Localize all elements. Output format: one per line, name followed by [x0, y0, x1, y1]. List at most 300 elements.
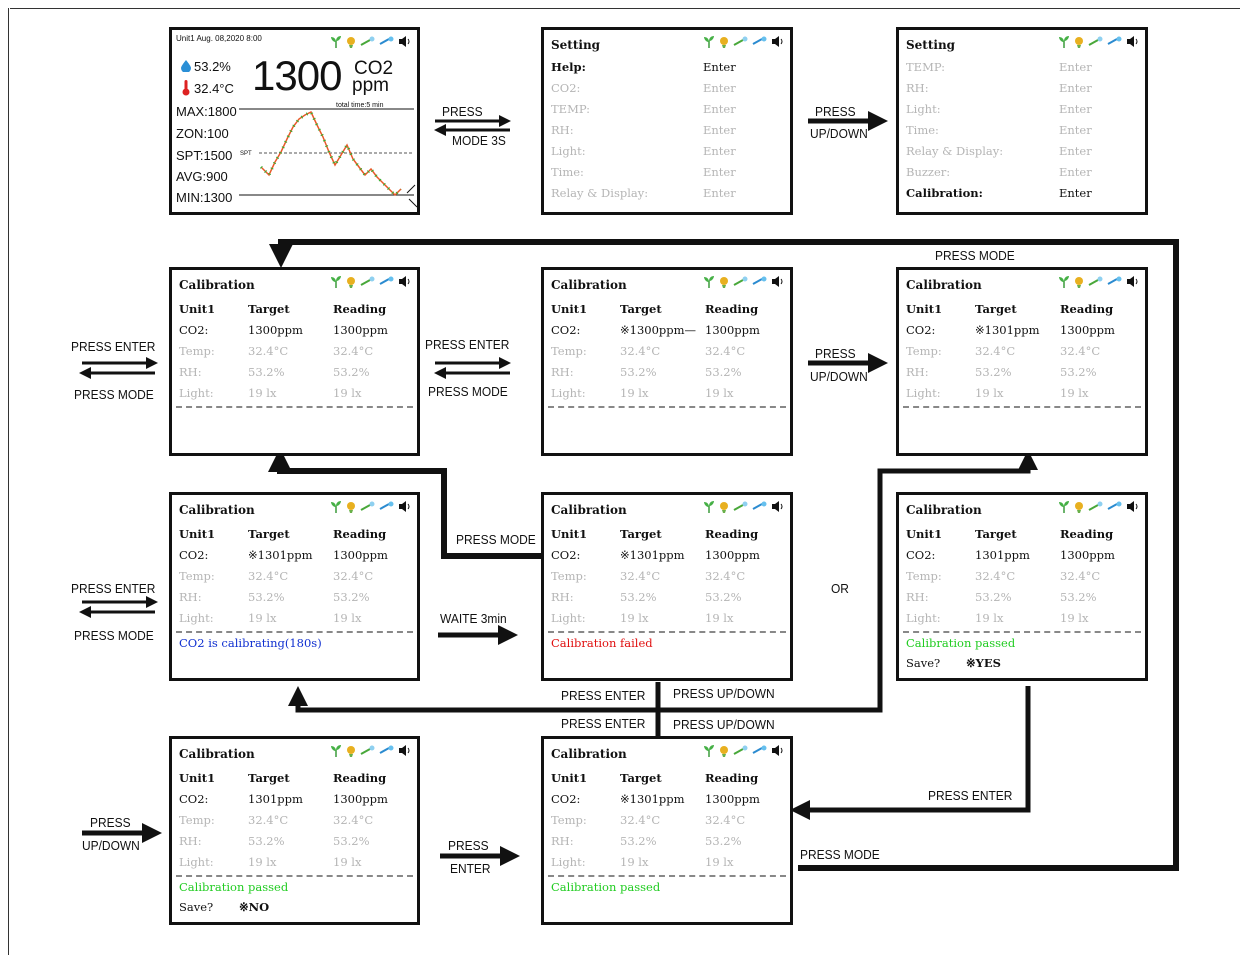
calibration-row-reading: 53.2% — [705, 365, 742, 379]
calibration-status: Calibration passed — [906, 636, 1016, 650]
calibration-title: Calibration — [906, 503, 982, 517]
calibration-row-label: Light: — [179, 855, 214, 869]
calibration-screen-3 — [896, 267, 1148, 456]
setting-row-enter: Enter — [703, 165, 736, 179]
calibration-row-reading: 32.4°C — [333, 813, 374, 827]
calibration-row — [172, 588, 417, 609]
calibration-row — [544, 609, 790, 630]
rh-sensor-icon — [752, 275, 768, 288]
calibration-row — [544, 567, 790, 588]
setting-row — [551, 100, 782, 121]
setting-row — [906, 121, 1137, 142]
divider — [176, 406, 413, 408]
calibration-row-target: 32.4°C — [620, 569, 661, 583]
setting-row-enter: Enter — [1059, 123, 1092, 137]
light-icon — [718, 500, 730, 513]
calibration-row — [172, 769, 417, 790]
label-updown-bottom: UP/DOWN — [82, 838, 140, 853]
home-temperature: 32.4°C — [194, 81, 234, 96]
setting-row — [551, 58, 782, 79]
setting2-title: Setting — [906, 38, 956, 52]
plant-icon — [703, 35, 715, 48]
plant-icon — [703, 500, 715, 513]
calibration-row-target: ※1301ppm — [248, 548, 313, 562]
setting-row-label: RH: — [551, 123, 574, 137]
calibration-row — [544, 384, 790, 405]
calibration-row-label: Unit1 — [551, 302, 588, 316]
calibration-row-label: CO2: — [551, 792, 581, 806]
setting-row-label: TEMP: — [551, 102, 591, 116]
calibration-row-reading: 1300ppm — [333, 792, 388, 806]
home-trend-chart — [169, 27, 420, 215]
setting-row — [906, 100, 1137, 121]
calibration-row-label: CO2: — [179, 792, 209, 806]
speaker-icon — [398, 275, 411, 288]
calibration-row — [172, 832, 417, 853]
label-press-r2: PRESS — [815, 346, 856, 361]
speaker-icon — [771, 744, 784, 757]
speaker-icon — [1126, 35, 1139, 48]
setting-row-label: RH: — [906, 81, 929, 95]
setting-row-label: Help: — [551, 60, 586, 74]
plant-icon — [330, 744, 342, 757]
calibration-row-label: RH: — [179, 365, 202, 379]
status-icons — [703, 35, 784, 48]
calibration-row-label: RH: — [179, 834, 202, 848]
label-press-mode-mid-r2: PRESS MODE — [428, 384, 508, 399]
calibration-row-target: 19 lx — [975, 386, 1004, 400]
calibration-row — [544, 790, 790, 811]
co2-sensor-icon — [1088, 275, 1104, 288]
divider — [176, 631, 413, 633]
home-min: MIN:1300 — [176, 190, 233, 205]
calibration-row-label: Temp: — [179, 813, 215, 827]
calibration-row-label: RH: — [551, 590, 574, 604]
speaker-icon — [398, 500, 411, 513]
calibration-row-reading: 1300ppm — [705, 548, 760, 562]
calibration-row-target: 19 lx — [248, 855, 277, 869]
calibration-row-label: Unit1 — [179, 771, 216, 785]
calibration-row-reading: 1300ppm — [333, 323, 388, 337]
calibration-screen-1 — [169, 267, 420, 456]
setting-row-enter: Enter — [703, 144, 736, 158]
rh-sensor-icon — [752, 500, 768, 513]
calibration-row — [544, 321, 790, 342]
co2-sensor-icon — [733, 500, 749, 513]
label-press-enter-left-r2: PRESS ENTER — [71, 339, 156, 354]
co2-sensor-icon — [360, 275, 376, 288]
home-max: MAX:1800 — [176, 104, 237, 119]
status-icons — [703, 500, 784, 513]
label-or: OR — [831, 581, 849, 596]
calibration-row — [544, 342, 790, 363]
save-label: Save? — [179, 900, 214, 914]
save-option[interactable]: ※YES — [966, 656, 1001, 670]
calibration-row-label: Light: — [906, 611, 941, 625]
home-total-time: total time:5 min — [336, 102, 384, 109]
setting-screen-2 — [896, 27, 1148, 215]
status-icons — [1058, 35, 1139, 48]
calibration-row-label: Light: — [179, 611, 214, 625]
label-press-enter-mid-r2: PRESS ENTER — [425, 337, 510, 352]
co2-sensor-icon — [360, 744, 376, 757]
setting-row-label: Time: — [906, 123, 939, 137]
status-icons — [1058, 500, 1139, 513]
calibration-row-reading: 53.2% — [333, 365, 370, 379]
calibration-row-reading: Reading — [333, 771, 387, 785]
status-icons — [703, 744, 784, 757]
calibration-row-target: 19 lx — [620, 611, 649, 625]
calibration-row-reading: Reading — [705, 302, 759, 316]
calibration-row — [172, 384, 417, 405]
calibration-row-target: 19 lx — [248, 611, 277, 625]
calibration-row-target: 32.4°C — [248, 344, 289, 358]
calibration-title: Calibration — [179, 503, 255, 517]
calibration-row — [172, 363, 417, 384]
calibration-row — [544, 769, 790, 790]
setting-row-label: Light: — [551, 144, 586, 158]
calibration-row-label: Temp: — [551, 569, 587, 583]
label-press-updown-b: PRESS UP/DOWN — [673, 717, 775, 732]
plant-icon — [330, 275, 342, 288]
label-press-enter-left-r3: PRESS ENTER — [71, 581, 156, 596]
calibration-row-reading: 32.4°C — [705, 813, 746, 827]
home-screen — [169, 27, 420, 215]
co2-sensor-icon — [733, 744, 749, 757]
label-press-mode-top: PRESS MODE — [935, 248, 1015, 263]
calibration-row — [544, 546, 790, 567]
calibration-row-label: Light: — [551, 386, 586, 400]
home-avg: AVG:900 — [176, 169, 228, 184]
calibration-row-reading: 1300ppm — [1060, 548, 1115, 562]
save-prompt — [179, 900, 270, 914]
calibration-row — [544, 832, 790, 853]
plant-icon — [1058, 275, 1070, 288]
calibration-row-reading: Reading — [1060, 302, 1114, 316]
calibration-row-reading: 1300ppm — [1060, 323, 1115, 337]
status-icons — [330, 275, 411, 288]
rh-sensor-icon — [379, 744, 395, 757]
plant-icon — [703, 744, 715, 757]
light-icon — [1073, 275, 1085, 288]
calibration-row-label: Light: — [551, 855, 586, 869]
speaker-icon — [398, 744, 411, 757]
divider — [548, 631, 786, 633]
label-wait: WAITE 3min — [440, 611, 507, 626]
label-updown-r2: UP/DOWN — [810, 369, 868, 384]
co2-sensor-icon — [733, 35, 749, 48]
label-press-enter-b: PRESS ENTER — [561, 716, 646, 731]
calibration-row-target: 32.4°C — [248, 569, 289, 583]
speaker-icon — [1126, 275, 1139, 288]
calibration-row-reading: 32.4°C — [1060, 569, 1101, 583]
calibration-row-target: ※1301ppm — [975, 323, 1040, 337]
calibration-row — [544, 853, 790, 874]
label-press-bottom: PRESS — [90, 815, 131, 830]
calibration-row-target: 19 lx — [975, 611, 1004, 625]
calibration-row-reading: 19 lx — [705, 855, 734, 869]
calibration-row — [172, 811, 417, 832]
calibration-row-reading: 53.2% — [1060, 590, 1097, 604]
calibration-row-reading: 32.4°C — [1060, 344, 1101, 358]
calibration-row-reading: 32.4°C — [705, 344, 746, 358]
calibration-row — [899, 567, 1145, 588]
calibration-row-target: Target — [248, 302, 290, 316]
calibration-title: Calibration — [551, 747, 627, 761]
calibration-row-label: CO2: — [906, 548, 936, 562]
calibration-row-label: Temp: — [906, 569, 942, 583]
calibration-row-reading: 53.2% — [705, 834, 742, 848]
status-icons — [1058, 275, 1139, 288]
home-header: Unit1 Aug. 08,2020 8:00 — [176, 34, 262, 43]
label-press-enter-a: PRESS ENTER — [561, 688, 646, 703]
light-icon — [718, 744, 730, 757]
calibration-status: Calibration passed — [179, 880, 289, 894]
setting-row-label: Time: — [551, 165, 584, 179]
calibration-screen-calibrating — [169, 492, 420, 681]
calibration-row — [899, 321, 1145, 342]
calibration-row-target: Target — [620, 771, 662, 785]
label-enter-bottom-mid: ENTER — [450, 861, 491, 876]
calibration-row — [544, 811, 790, 832]
status-icons — [703, 275, 784, 288]
status-icons — [330, 500, 411, 513]
setting-row-enter: Enter — [703, 60, 736, 74]
calibration-row-reading: 19 lx — [333, 386, 362, 400]
setting-row-enter: Enter — [703, 102, 736, 116]
calibration-row-target: Target — [248, 771, 290, 785]
divider — [903, 406, 1141, 408]
setting-screen-1 — [541, 27, 793, 215]
calibration-row-reading: 32.4°C — [333, 569, 374, 583]
calibration-title: Calibration — [179, 747, 255, 761]
calibration-row-label: Light: — [906, 386, 941, 400]
calibration-row-target: 53.2% — [248, 590, 285, 604]
divider — [548, 875, 786, 877]
calibration-row — [172, 609, 417, 630]
calibration-row-target: 32.4°C — [620, 813, 661, 827]
calibration-row-label: Unit1 — [179, 302, 216, 316]
calibration-row-target: Target — [975, 302, 1017, 316]
setting-row-label: Buzzer: — [906, 165, 951, 179]
calibration-row-reading: 19 lx — [333, 611, 362, 625]
calibration-row-reading: 19 lx — [1060, 611, 1089, 625]
calibration-row-reading: 53.2% — [333, 590, 370, 604]
home-zon: ZON:100 — [176, 126, 229, 141]
divider — [903, 631, 1141, 633]
calibration-row-target: 19 lx — [620, 386, 649, 400]
calibration-row — [899, 342, 1145, 363]
save-option[interactable]: ※NO — [239, 900, 270, 914]
setting-row-enter: Enter — [1059, 186, 1092, 200]
calibration-row-reading: 32.4°C — [705, 569, 746, 583]
home-humidity: 53.2% — [194, 59, 231, 74]
calibration-row — [899, 384, 1145, 405]
calibration-row-reading: 53.2% — [333, 834, 370, 848]
calibration-row-label: Temp: — [179, 344, 215, 358]
plant-icon — [330, 500, 342, 513]
calibration-row-target: 53.2% — [620, 590, 657, 604]
calibration-row-target: ※1301ppm — [620, 792, 685, 806]
label-updown-setting: UP/DOWN — [810, 126, 868, 141]
co2-sensor-icon — [1088, 35, 1104, 48]
rh-sensor-icon — [1107, 500, 1123, 513]
setting-row-label: Relay & Display: — [551, 186, 649, 200]
calibration-row-target: 1300ppm — [248, 323, 303, 337]
setting-row-label: Calibration: — [906, 186, 983, 200]
calibration-row-target: ※1301ppm — [620, 548, 685, 562]
calibration-row-target: 32.4°C — [975, 569, 1016, 583]
calibration-row — [172, 342, 417, 363]
rh-sensor-icon — [379, 500, 395, 513]
calibration-row-reading: 32.4°C — [333, 344, 374, 358]
calibration-status: CO2 is calibrating(180s) — [179, 636, 322, 650]
calibration-row-reading: 19 lx — [333, 855, 362, 869]
calibration-row-label: RH: — [179, 590, 202, 604]
setting1-title: Setting — [551, 38, 601, 52]
calibration-row-reading: 53.2% — [1060, 365, 1097, 379]
setting-row — [551, 184, 782, 205]
calibration-row-label: RH: — [906, 365, 929, 379]
calibration-row-target: 19 lx — [620, 855, 649, 869]
calibration-row-label: Light: — [551, 611, 586, 625]
calibration-row-reading: Reading — [333, 527, 387, 541]
calibration-row-reading: 1300ppm — [333, 548, 388, 562]
label-press-updown-a: PRESS UP/DOWN — [673, 686, 775, 701]
calibration-row — [172, 790, 417, 811]
plant-icon — [1058, 500, 1070, 513]
calibration-row-target: Target — [620, 527, 662, 541]
light-icon — [1073, 500, 1085, 513]
rh-sensor-icon — [1107, 35, 1123, 48]
calibration-row-target: Target — [620, 302, 662, 316]
calibration-row-target: 1301ppm — [975, 548, 1030, 562]
calibration-row-label: Light: — [179, 386, 214, 400]
co2-sensor-icon — [733, 275, 749, 288]
setting-row-label: TEMP: — [906, 60, 946, 74]
calibration-title: Calibration — [906, 278, 982, 292]
calibration-row-target: 53.2% — [620, 365, 657, 379]
light-icon — [718, 35, 730, 48]
calibration-row — [544, 588, 790, 609]
calibration-row-reading: 1300ppm — [705, 323, 760, 337]
setting-row — [551, 121, 782, 142]
calibration-row — [899, 363, 1145, 384]
calibration-row — [544, 300, 790, 321]
setting-row-label: CO2: — [551, 81, 581, 95]
setting-row-enter: Enter — [1059, 60, 1092, 74]
home-co2-value: 1300 — [252, 52, 342, 99]
calibration-row-label: CO2: — [551, 548, 581, 562]
calibration-row — [172, 300, 417, 321]
calibration-row-target: 53.2% — [975, 365, 1012, 379]
setting-row — [551, 142, 782, 163]
calibration-row-target: 53.2% — [248, 834, 285, 848]
calibration-row-target: 32.4°C — [975, 344, 1016, 358]
speaker-icon — [1126, 500, 1139, 513]
calibration-row-reading: 19 lx — [705, 386, 734, 400]
calibration-row-label: Temp: — [551, 344, 587, 358]
speaker-icon — [771, 500, 784, 513]
calibration-row-reading: Reading — [705, 527, 759, 541]
calibration-row-target: 32.4°C — [620, 344, 661, 358]
calibration-screen-passed — [541, 736, 793, 925]
calibration-row-target: Target — [248, 527, 290, 541]
calibration-row-label: CO2: — [179, 323, 209, 337]
label-press-enter-r4: PRESS ENTER — [928, 788, 1013, 803]
calibration-row-label: CO2: — [179, 548, 209, 562]
calibration-row-reading: Reading — [1060, 527, 1114, 541]
home-unit-ppm: ppm — [352, 75, 389, 96]
calibration-screen-failed — [541, 492, 793, 681]
calibration-title: Calibration — [551, 278, 627, 292]
calibration-row-reading: 53.2% — [705, 590, 742, 604]
calibration-screen-2 — [541, 267, 793, 456]
save-label: Save? — [906, 656, 941, 670]
light-icon — [345, 500, 357, 513]
calibration-row-target: 19 lx — [248, 386, 277, 400]
calibration-row-target: ※1300ppm— — [620, 323, 697, 337]
calibration-row-target: 53.2% — [248, 365, 285, 379]
calibration-row — [899, 546, 1145, 567]
calibration-row — [899, 525, 1145, 546]
rh-sensor-icon — [379, 275, 395, 288]
setting-row-enter: Enter — [1059, 165, 1092, 179]
calibration-row-label: Unit1 — [179, 527, 216, 541]
calibration-row-reading: Reading — [705, 771, 759, 785]
calibration-row — [172, 567, 417, 588]
light-icon — [345, 744, 357, 757]
calibration-row-label: Unit1 — [906, 527, 943, 541]
plant-icon — [1058, 35, 1070, 48]
calibration-row-target: 53.2% — [620, 834, 657, 848]
calibration-row-label: Unit1 — [906, 302, 943, 316]
calibration-row-label: Unit1 — [551, 527, 588, 541]
calibration-row-label: RH: — [906, 590, 929, 604]
setting-row — [906, 79, 1137, 100]
calibration-screen-passed-yes — [896, 492, 1148, 681]
label-press-bottom-mid: PRESS — [448, 838, 489, 853]
label-press-mode-left-r2: PRESS MODE — [74, 387, 154, 402]
calibration-status: Calibration failed — [551, 636, 653, 650]
divider — [176, 875, 413, 877]
rh-sensor-icon — [752, 744, 768, 757]
co2-sensor-icon — [360, 500, 376, 513]
calibration-row-label: RH: — [551, 834, 574, 848]
setting-row-enter: Enter — [703, 123, 736, 137]
setting-row-enter: Enter — [1059, 81, 1092, 95]
calibration-row-label: Temp: — [179, 569, 215, 583]
calibration-row-label: Temp: — [906, 344, 942, 358]
calibration-row — [544, 525, 790, 546]
calibration-row — [172, 321, 417, 342]
calibration-row-label: Temp: — [551, 813, 587, 827]
setting-row — [906, 142, 1137, 163]
light-icon — [345, 275, 357, 288]
calibration-row-label: Unit1 — [551, 771, 588, 785]
rh-sensor-icon — [752, 35, 768, 48]
calibration-row-reading: Reading — [333, 302, 387, 316]
label-press-mode-left-r3: PRESS MODE — [74, 628, 154, 643]
setting-row — [906, 163, 1137, 184]
calibration-row-reading: 1300ppm — [705, 792, 760, 806]
home-unit-co2: CO2 — [354, 58, 394, 79]
setting-row-enter: Enter — [1059, 144, 1092, 158]
setting-row — [551, 79, 782, 100]
calibration-row-reading: 19 lx — [705, 611, 734, 625]
calibration-row — [172, 853, 417, 874]
calibration-row-label: CO2: — [551, 323, 581, 337]
